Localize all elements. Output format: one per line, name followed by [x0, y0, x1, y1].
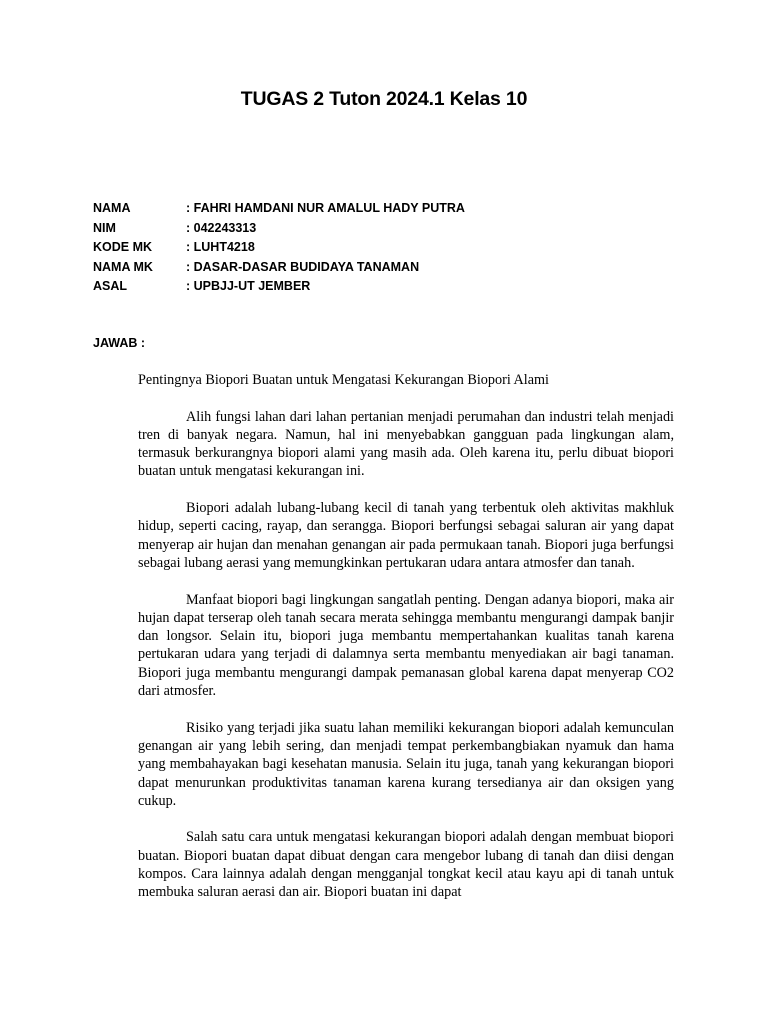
info-value: : UPBJJ-UT JEMBER — [186, 279, 311, 293]
document-title: TUGAS 2 Tuton 2024.1 Kelas 10 — [240, 88, 528, 110]
info-value: : 042243313 — [186, 220, 257, 235]
info-row-nama-mk — [93, 258, 465, 278]
info-row-nama — [93, 199, 465, 219]
info-label: KODE MK — [93, 240, 153, 254]
info-value: : LUHT4218 — [186, 240, 255, 254]
essay-paragraph: Biopori adalah lubang-lubang kecil di tanah yang terbentuk oleh aktivitas makhluk hidup, seperti cacing, rayap, dan serangga. Biopori berfungsi sebagai saluran air yang dapat menyerap air hujan dan menahan genangan air pada permukaan tanah. Biopori juga berfungsi sebagai lubang aerasi yang memungkinkan pertukaran udara antara atmosfer dan tanah. — [138, 500, 674, 571]
info-label: NIM — [93, 220, 116, 235]
answer-label: JAWAB : — [93, 336, 146, 350]
info-label: NAMA — [93, 201, 131, 215]
info-value: : FAHRI HAMDANI NUR AMALUL HADY PUTRA — [186, 201, 465, 215]
student-info-block — [93, 199, 465, 297]
essay-title: Pentingnya Biopori Buatan untuk Mengatasi Kekurangan Biopori Alami — [138, 372, 549, 388]
essay-paragraph: Alih fungsi lahan dari lahan pertanian menjadi perumahan dan industri telah menjadi tren di banyak negara. Namun, hal ini menyebabkan gangguan pada lingkungan alam, termasuk berkurangnya biopori alami yang masih ada. Oleh karena itu, perlu dibuat biopori buatan untuk mengatasi kekurangan ini. — [138, 408, 674, 480]
info-row-nim — [93, 219, 465, 239]
info-value: : DASAR-DASAR BUDIDAYA TANAMAN — [186, 259, 420, 274]
info-label: NAMA MK — [93, 259, 153, 274]
info-row-asal — [93, 277, 465, 297]
essay-body — [138, 371, 674, 920]
essay-paragraph: Salah satu cara untuk mengatasi kekurangan biopori adalah dengan membuat biopori buatan. Biopori buatan dapat dibuat dengan cara mengebor lubang di tanah dan diisi dengan kompos. Cara lainnya adalah dengan mengganjal tongkat kecil atau kayu api di tanah untuk membuka saluran aerasi dan air. Biopori buatan ini dapat — [138, 829, 674, 901]
essay-paragraph: Manfaat biopori bagi lingkungan sangatlah penting. Dengan adanya biopori, maka air hujan dapat terserap oleh tanah secara merata sehingga membantu mengurangi dampak banjir dan longsor. Selain itu, biopori juga membantu mempertahankan kualitas tanah karena pertukaran udara yang terjadi di dalamnya serta membantu menyediakan air bagi tanaman. Biopori juga membantu mengurangi dampak pemanasan global karena dapat menyerap CO2 dari atmosfer. — [138, 591, 674, 700]
info-label: ASAL — [93, 279, 128, 293]
essay-paragraph: Risiko yang terjadi jika suatu lahan memiliki kekurangan biopori adalah kemunculan genangan air yang lebih sering, dan menjadi tempat perkembangbiakan nyamuk dan hama yang membahayakan bagi kesehatan manusia. Selain itu juga, tanah yang kekurangan biopori dapat menurunkan produktivitas tanaman karena kurang tersedianya air dan oksigen yang cukup. — [138, 719, 674, 809]
info-row-kode-mk — [93, 238, 465, 258]
